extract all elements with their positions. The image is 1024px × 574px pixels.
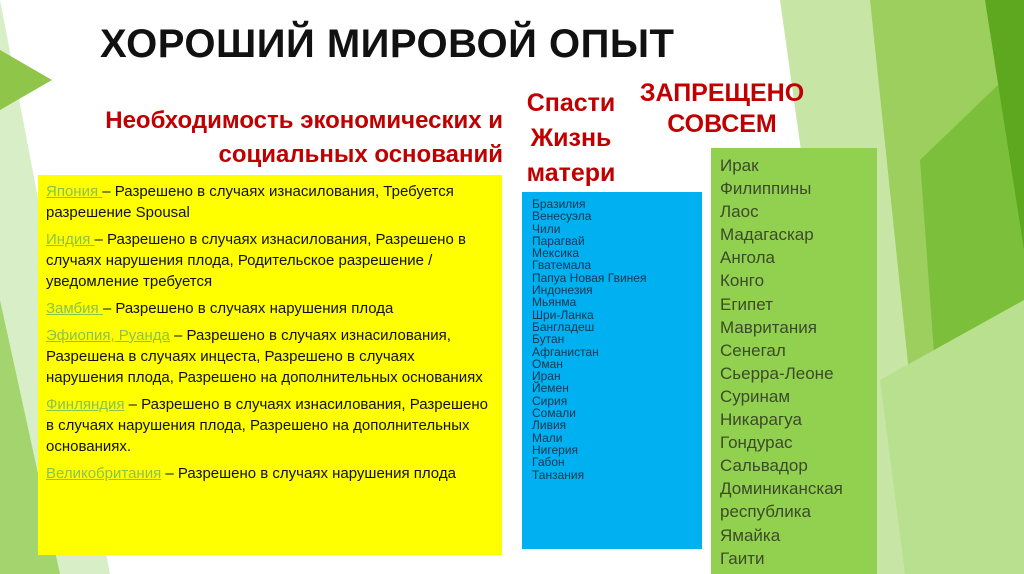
list-item: Египет xyxy=(720,294,773,314)
list-item: Мавритания xyxy=(720,317,817,337)
list-item xyxy=(46,181,494,223)
list-item: Филиппины xyxy=(720,179,812,199)
list-item: Мадагаскар xyxy=(720,225,814,245)
list-item: Сальвадор xyxy=(720,456,808,476)
entry-text: – Разрешено в случаях нарушения плода xyxy=(161,465,456,482)
list-item: Папуа Новая Гвинея xyxy=(532,270,647,285)
list-item: Суринам xyxy=(720,386,791,406)
heading-save-mother: Спасти Жизнь матери xyxy=(526,89,616,187)
list-item: Венесуэла xyxy=(532,209,592,224)
list-item: Нигерия xyxy=(532,442,579,457)
list-item xyxy=(46,229,494,292)
list-item: Ангола xyxy=(720,248,776,268)
list-item: Бразилия xyxy=(532,197,586,211)
list-item: Ливия xyxy=(532,418,567,433)
list-item: Мексика xyxy=(532,246,580,261)
list-item xyxy=(46,463,494,484)
list-item: Иран xyxy=(532,369,561,384)
list-item: Гаити xyxy=(720,548,765,568)
list-item: Оман xyxy=(532,356,563,371)
list-item: Сирия xyxy=(532,393,568,408)
list-item: Мали xyxy=(532,430,563,445)
country-link[interactable]: Финляндия xyxy=(46,396,125,413)
list-item: Габон xyxy=(532,455,565,470)
list-item: Конго xyxy=(720,271,765,291)
list-item: Йемен xyxy=(532,381,569,396)
entry-text: – Разрешено в случаях изнасилования, Разрешена в случаях инцеста, Разрешено в случаях нарушения плода, Разрешено на дополнительных основаниях xyxy=(46,327,483,386)
list-item: Афганистан xyxy=(532,344,599,359)
economic-social-list xyxy=(38,175,502,555)
list-item: Сьерра-Леоне xyxy=(720,363,834,383)
banned-list xyxy=(711,148,877,574)
list-item: Чили xyxy=(532,221,561,236)
country-link[interactable]: Великобритания xyxy=(46,465,162,482)
country-link[interactable]: Индия xyxy=(46,231,95,248)
list-item: Танзания xyxy=(532,467,585,482)
list-item: Доминиканская республика xyxy=(720,479,843,522)
list-item: Мьянма xyxy=(532,295,577,310)
list-item: Гватемала xyxy=(532,258,592,273)
slide-title: ХОРОШИЙ МИРОВОЙ ОПЫТ xyxy=(100,22,675,66)
list-item: Бутан xyxy=(532,332,565,347)
list-item xyxy=(46,298,494,319)
heading-economic-social: Необходимость экономических и социальных оснований xyxy=(105,107,503,168)
list-item: Индонезия xyxy=(532,283,593,298)
entry-text: – Разрешено в случаях изнасилования, Требуется разрешение Spousal xyxy=(46,183,454,221)
list-item: Гондурас xyxy=(720,433,793,453)
entry-text: – Разрешено в случаях изнасилования, Разрешено в случаях нарушения плода, Разрешено на дополнительных основаниях. xyxy=(46,396,488,455)
list-item: Никарагуа xyxy=(720,410,802,430)
entry-text: – Разрешено в случаях нарушения плода xyxy=(102,300,394,317)
country-link[interactable]: Замбия xyxy=(46,300,103,317)
list-item: Шри-Ланка xyxy=(532,307,594,322)
save-mother-list xyxy=(522,192,702,549)
list-item xyxy=(46,325,494,388)
list-item: Бангладеш xyxy=(532,319,595,334)
country-link[interactable]: Эфиопия, Руанда xyxy=(46,327,170,344)
list-item: Парагвай xyxy=(532,233,585,248)
list-item: Ямайка xyxy=(720,525,781,545)
list-item: Сенегал xyxy=(720,340,786,360)
list-item: Сомали xyxy=(532,406,576,421)
heading-banned: ЗАПРЕЩЕНО СОВСЕМ xyxy=(639,79,805,138)
entry-text: – Разрешено в случаях изнасилования, Разрешено в случаях нарушения плода, Родительское разрешение / уведомление требуется xyxy=(46,231,466,290)
list-item: Ирак xyxy=(720,156,759,175)
country-link[interactable]: Япония xyxy=(46,183,103,200)
list-item xyxy=(46,394,494,457)
list-item: Лаос xyxy=(720,202,759,222)
